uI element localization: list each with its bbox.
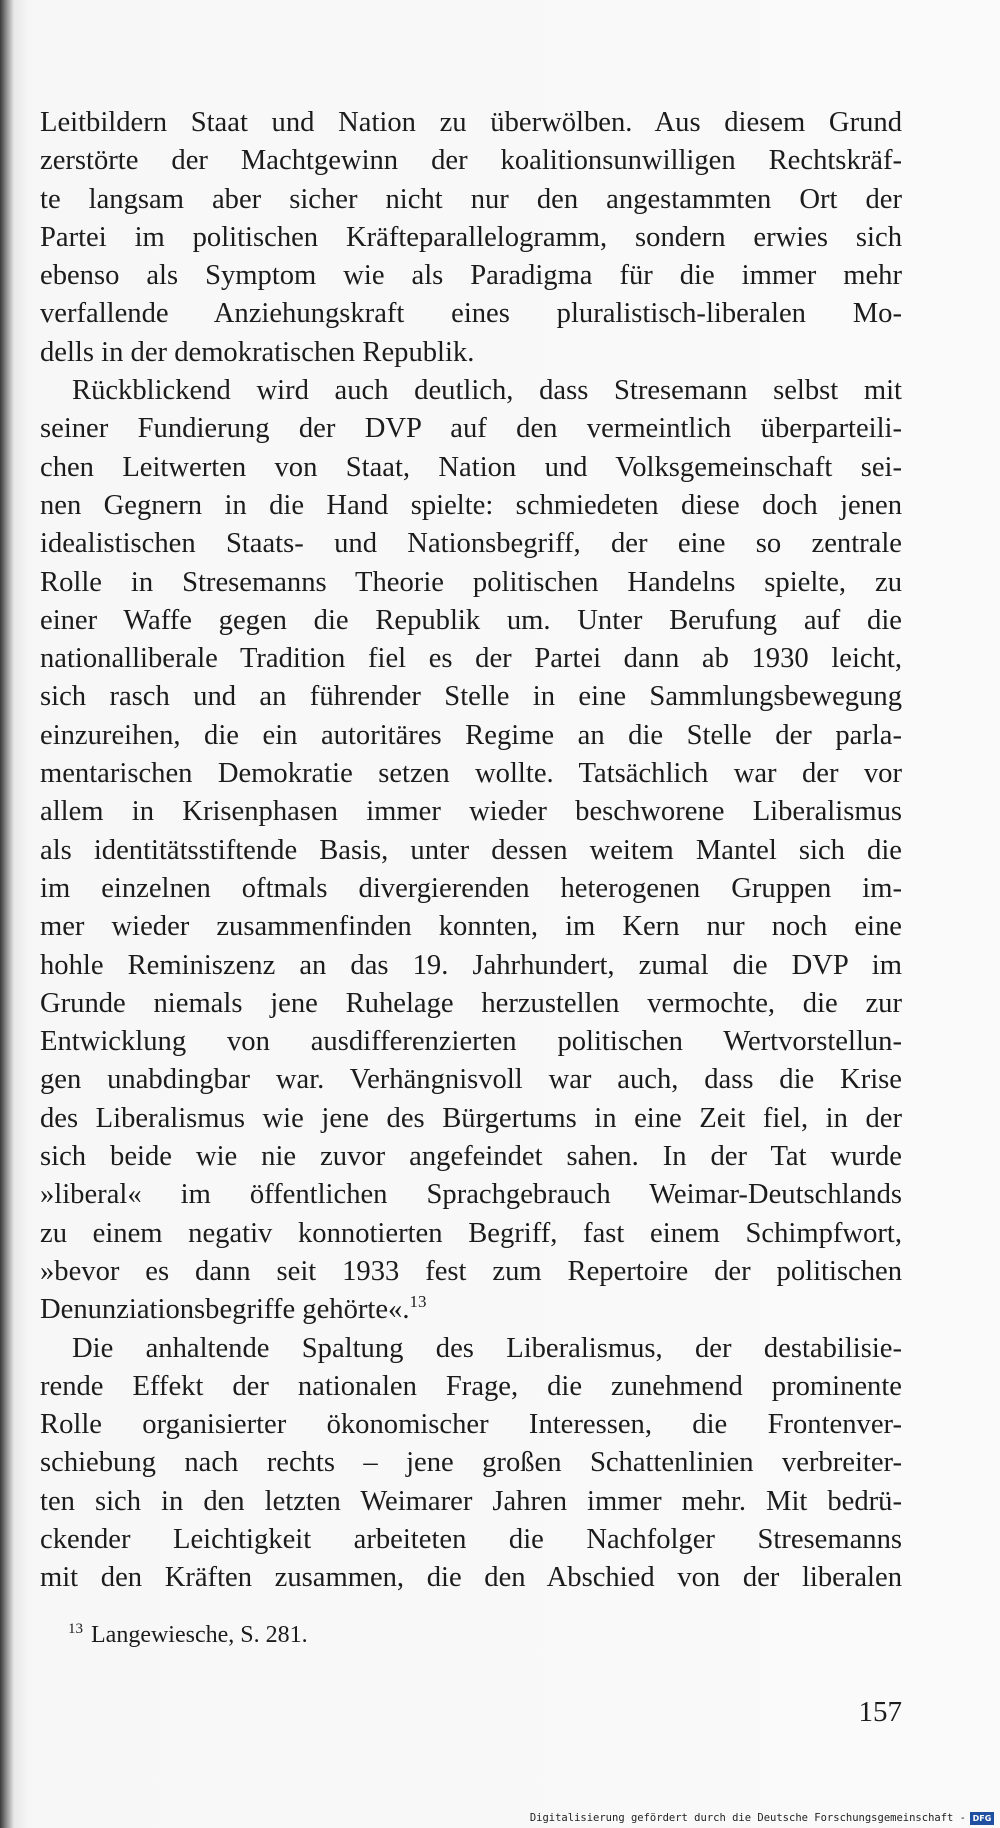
text-line: dells in der demokratischen Republik. [40,336,475,368]
text-line: ckender Leichtigkeit arbeiteten die Nachfolger Stresemanns [40,1523,902,1555]
text-line: Entwicklung von ausdifferenzierten politischen Wertvorstellun- [40,1026,902,1058]
text-line: »liberal« im öffentlichen Sprachgebrauch Weimar-Deutschlands [40,1179,902,1211]
text-line: Die anhaltende Spaltung des Liberalismus, der destabilisie- [72,1332,902,1364]
text-line: rende Effekt der nationalen Frage, die zunehmend prominente [40,1370,902,1402]
footnote [68,1620,308,1650]
text-line: als identitätsstiftende Basis, unter dessen weitem Mantel sich die [40,834,902,866]
footnote-reference[interactable]: 13 [409,1292,427,1312]
text-line: sich beide wie nie zuvor angefeindet sahen. In der Tat wurde [40,1141,902,1173]
text-line: mentarischen Demokratie setzen wollte. Tatsächlich war der vor [40,758,902,790]
text-line: schiebung nach rechts – jene großen Schattenlinien verbreiter- [40,1447,902,1479]
page-number: 157 [858,1696,902,1728]
text-line: des Liberalismus wie jene des Bürgertums in eine Zeit fiel, in der [40,1102,902,1134]
body-text [40,104,902,1598]
text-line: zu einem negativ konnotierten Begriff, fast einem Schimpfwort, [40,1217,902,1249]
text-line: Grunde niemals jene Ruhelage herzustellen vermochte, die zur [40,987,902,1019]
text-line: einer Waffe gegen die Republik um. Unter Berufung auf die [40,604,902,636]
text-line: nen Gegnern in die Hand spielte: schmiedeten diese doch jenen [40,489,902,521]
text-line: mer wieder zusammenfinden konnten, im Kern nur noch eine [40,911,902,943]
text-line: im einzelnen oftmals divergierenden heterogenen Gruppen im- [40,872,902,904]
text-line: hohle Reminiszenz an das 19. Jahrhundert, zumal die DVP im [40,949,902,981]
text-line: Rückblickend wird auch deutlich, dass Stresemann selbst mit [72,375,902,407]
text-line: allem in Krisenphasen immer wieder beschworene Liberalismus [40,796,902,828]
text-line: chen Leitwerten von Staat, Nation und Volksgemeinschaft sei- [40,451,902,483]
text-line [40,1291,902,1329]
text-line: Rolle organisierter ökonomischer Interessen, die Frontenver- [40,1409,902,1441]
text-line: »bevor es dann seit 1933 fest zum Repertoire der politischen [40,1255,902,1287]
text-line: mit den Kräften zusammen, die den Abschied von der liberalen [40,1562,902,1594]
text-line: Partei im politischen Kräfteparallelogramm, sondern erwies sich [40,221,902,253]
footnote-text: Langewiesche, S. 281. [91,1622,308,1648]
text-line: ebenso als Symptom wie als Paradigma für die immer mehr [40,260,902,292]
footnote-marker: 13 [68,1621,83,1637]
text-line: te langsam aber sicher nicht nur den angestammten Ort der [40,183,902,215]
text-line: verfallende Anziehungskraft eines pluralistisch-liberalen Mo- [40,298,902,330]
text-line: sich rasch und an führender Stelle in eine Sammlungsbewegung [40,681,902,713]
text-line: Rolle in Stresemanns Theorie politischen Handelns spielte, zu [40,566,902,598]
text-line: einzureihen, die ein autoritäres Regime an die Stelle der parla- [40,719,902,751]
digitization-credit: Digitalisierung gefördert durch die Deutsche Forschungsgemeinschaft - [529,1812,966,1824]
text-line: ten sich in den letzten Weimarer Jahren immer mehr. Mit bedrü- [40,1485,902,1517]
text-line: nationalliberale Tradition fiel es der Partei dann ab 1930 leicht, [40,643,902,675]
dfg-logo: DFG [970,1812,994,1825]
text-line: idealistischen Staats- und Nationsbegriff, der eine so zentrale [40,528,902,560]
text-line-content: Denunziationsbegriffe gehörte«. [40,1294,410,1326]
text-line: zerstörte der Machtgewinn der koalitionsunwilligen Rechtskräf- [40,145,902,177]
text-line: Leitbildern Staat und Nation zu überwölben. Aus diesem Grund [40,107,902,138]
text-line: seiner Fundierung der DVP auf den vermeintlich überparteili- [40,413,902,445]
text-line: gen unabdingbar war. Verhängnisvoll war auch, dass die Krise [40,1064,902,1096]
